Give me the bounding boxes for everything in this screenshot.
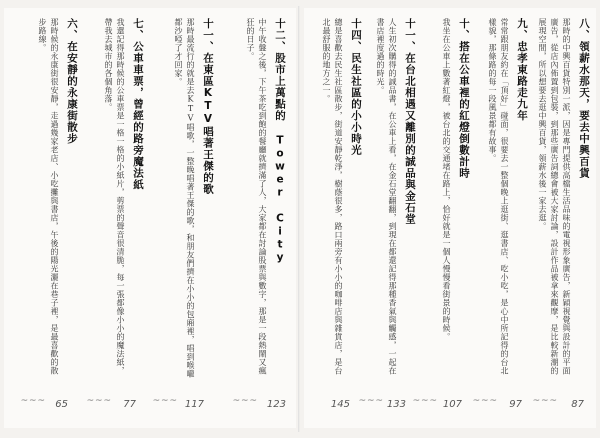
entry-11b [374,18,418,378]
page-number: 117 [184,399,204,410]
entry-body: 我坐在公車上數著紅燈，被台北的交通堵在路上，恰好就是一個人慢慢看街景的時候。 [442,18,451,341]
entry-9 [486,18,530,378]
entry-body: 總是喜歡去民生社區散步，街道安靜乾淨，樹蔭很多，路口兩旁有小小的咖啡店與雜貨店，是台北最舒服的地方之一。 [322,18,343,375]
page-number: 123 [266,399,286,410]
entry-12 [244,18,288,378]
entry-11 [172,18,216,378]
page-number: 97 [509,399,522,410]
squiggle-icon: ~ ~ ~ [20,396,44,406]
squiggle-icon: ~ ~ ~ [358,396,382,406]
entry-body: 中午收盤之後，下午茶吃到飽的餐廳就擠滿了人，大家都在討論股票與數字，那是一段熱鬧又瘋狂的日子。 [246,18,267,375]
entry-heading: 十二、股市上萬點的 Tower City [274,18,286,265]
page-number: 65 [55,399,68,410]
book-fold [298,6,300,432]
entry-heading: 十一、在東區KTV唱著王傑的歌 [202,18,214,195]
entry-14 [320,18,364,378]
entry-6 [36,18,80,378]
squiggle-icon: ~ ~ ~ [412,396,436,406]
squiggle-icon: ~ ~ ~ [232,396,256,406]
entry-body: 我還記得那時候的公車票是一格一格的小紙片，剪票的聲音很清脆，每一張都像小小的魔法紙，帶我去城市的各個角落。 [104,18,125,375]
entry-heading: 八、領薪水那天，要去中興百貨 [578,18,590,179]
page-number: 107 [442,399,462,410]
left-page [4,8,296,428]
entry-body: 人生初次購得的誠品書，在公車上看，在金石堂翻翻，到現在都還記得那種香氣與觸感，一起在書店裡度過的時光。 [376,18,397,375]
entry-7 [102,18,146,378]
entry-heading: 十一、在台北相遇又離別的誠品與金石堂 [404,18,416,225]
entry-body: 那時的中興百貨特別一派，因是專門提供高檔生活品味的電視形象廣告，新穎視覺與設計的平面廣告，從店內佈置到包裝，到那些廣告詞總會被大家討論，設計作品被拿來觀摩，是比較新潮的展現空間，所以想要去逛中興百貨，領薪水後一家去逛。 [538,18,571,375]
entry-heading: 七、公車車票，曾經的路旁魔法紙 [132,18,144,191]
page-number: 145 [330,399,350,410]
page-number: 77 [123,399,136,410]
squiggle-icon: ~ ~ ~ [152,396,176,406]
entry-body: 常常跟朋友約在「頂好」碰面，很要去一整個晚上逛街、逛書店、吃小吃，是心中所記得的台北樣貌，那條路的每一段風景都有故事。 [488,18,509,375]
page-number: 87 [571,399,584,410]
entry-heading: 六、在安靜的永康街散步 [66,18,78,145]
entry-heading: 十、搭在公車裡的紅燈倒數計時 [458,18,470,179]
entry-10 [440,18,472,378]
entry-body: 那時候的永康街很安靜，走過幾家老店、小吃攤與書店，午後的陽光灑在巷子裡，是最喜歡的散步路線。 [38,18,59,375]
entry-8 [536,18,592,378]
squiggle-icon: ~ ~ ~ [472,396,496,406]
entry-heading: 十四、民生社區的小小時光 [350,18,362,156]
entry-body: 那時最流行的就是去KTV唱歌，一整晚唱著王傑的歌，和朋友們擠在小小的包廂裡，唱到喉嚨都沙啞了才回家。 [174,18,195,378]
squiggle-icon: ~ ~ ~ [532,396,556,406]
page-number: 133 [386,399,406,410]
squiggle-icon: ~ ~ ~ [86,396,110,406]
right-page [304,8,596,428]
entry-heading: 九、忠孝東路走九年 [516,18,528,122]
